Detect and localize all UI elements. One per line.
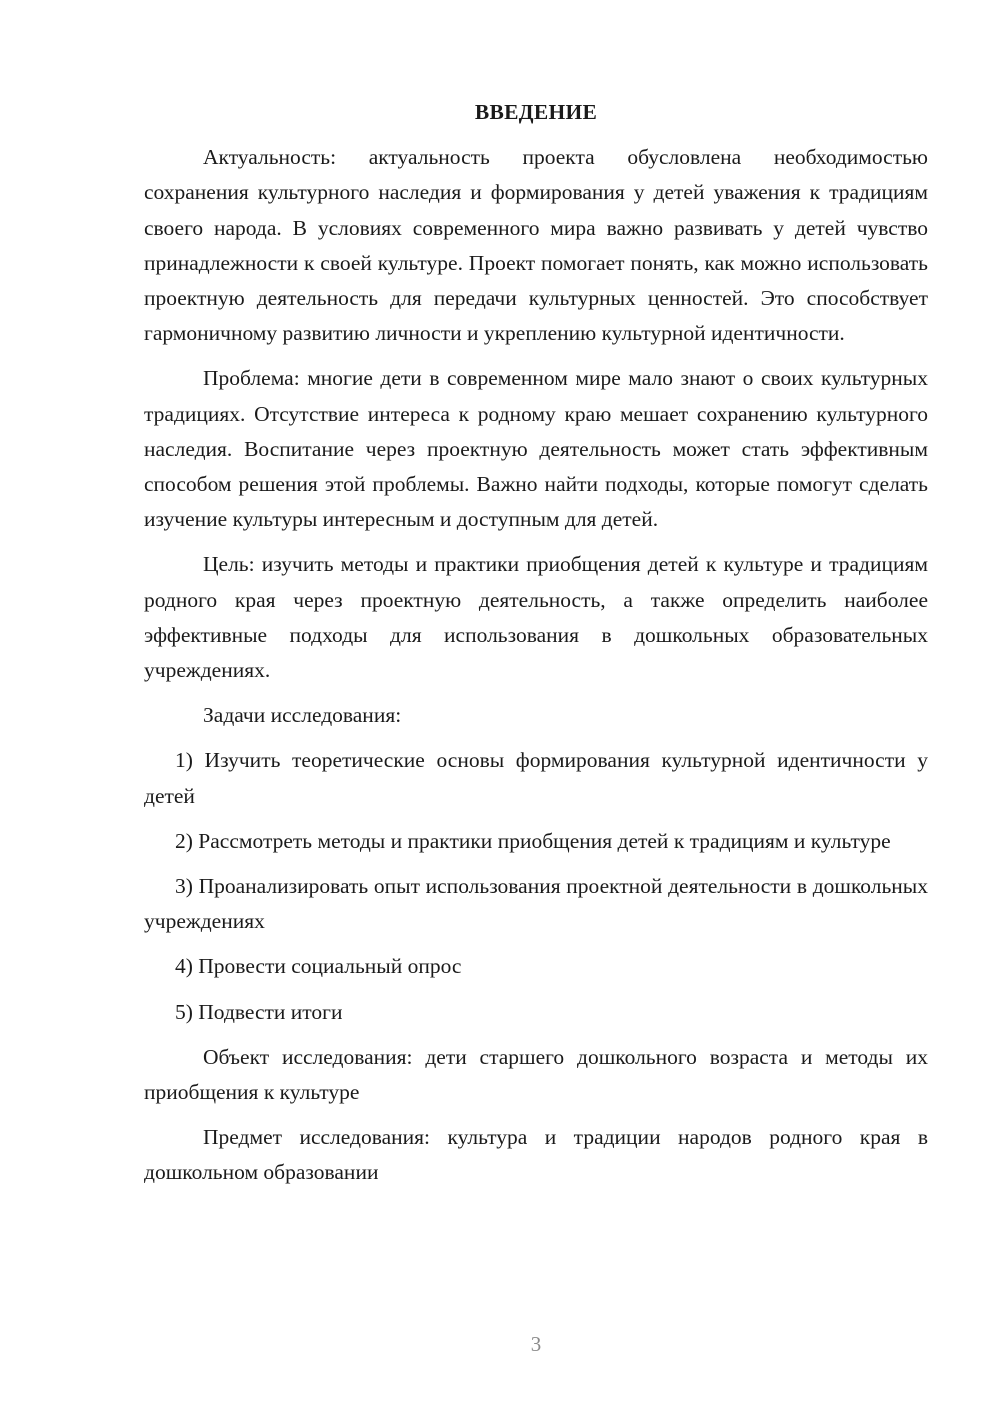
paragraph-goal: Цель: изучить методы и практики приобщения детей к культуре и традициям родного края через проектную деятельность, а также определить наиболее эффективные подходы для использования в дошкольных образовательных учреждениях. [144, 552, 928, 683]
document-page [144, 95, 928, 1201]
tasks-heading: Задачи исследования: [203, 703, 402, 728]
paragraph-relevance: Актуальность: актуальность проекта обусловлена необходимостью сохранения культурного наследия и формирования у детей уважения к традициям своего народа. В условиях современного мира важно развивать у детей чувство принадлежности к своей культуре. Проект помогает понять, как можно использовать проектную деятельность для передачи культурных ценностей. Это способствует гармоничному развитию личности и укреплению культурной идентичности. [144, 145, 928, 346]
task-item-3: 3) Проанализировать опыт использования проектной деятельности в дошкольных учреждениях [144, 874, 928, 934]
paragraph-problem: Проблема: многие дети в современном мире мало знают о своих культурных традициях. Отсутствие интереса к родному краю мешает сохранению культурного наследия. Воспитание через проектную деятельность может стать эффективным способом решения этой проблемы. Важно найти подходы, которые помогут сделать изучение культуры интересным и доступным для детей. [144, 366, 928, 532]
task-item-2: 2) Рассмотреть методы и практики приобщения детей к традициям и культуре [175, 828, 891, 853]
paragraph-subject: Предмет исследования: культура и традиции народов родного края в дошкольном образовании [144, 1125, 928, 1185]
task-item-4: 4) Провести социальный опрос [175, 954, 462, 979]
paragraph-object: Объект исследования: дети старшего дошкольного возраста и методы их приобщения к культуре [144, 1044, 928, 1105]
section-title: ВВЕДЕНИЕ [474, 100, 598, 124]
task-item-1: 1) Изучить теоретические основы формирования культурной идентичности у детей [144, 748, 928, 808]
page-number: 3 [530, 1332, 542, 1356]
task-item-5: 5) Подвести итоги [175, 999, 343, 1024]
